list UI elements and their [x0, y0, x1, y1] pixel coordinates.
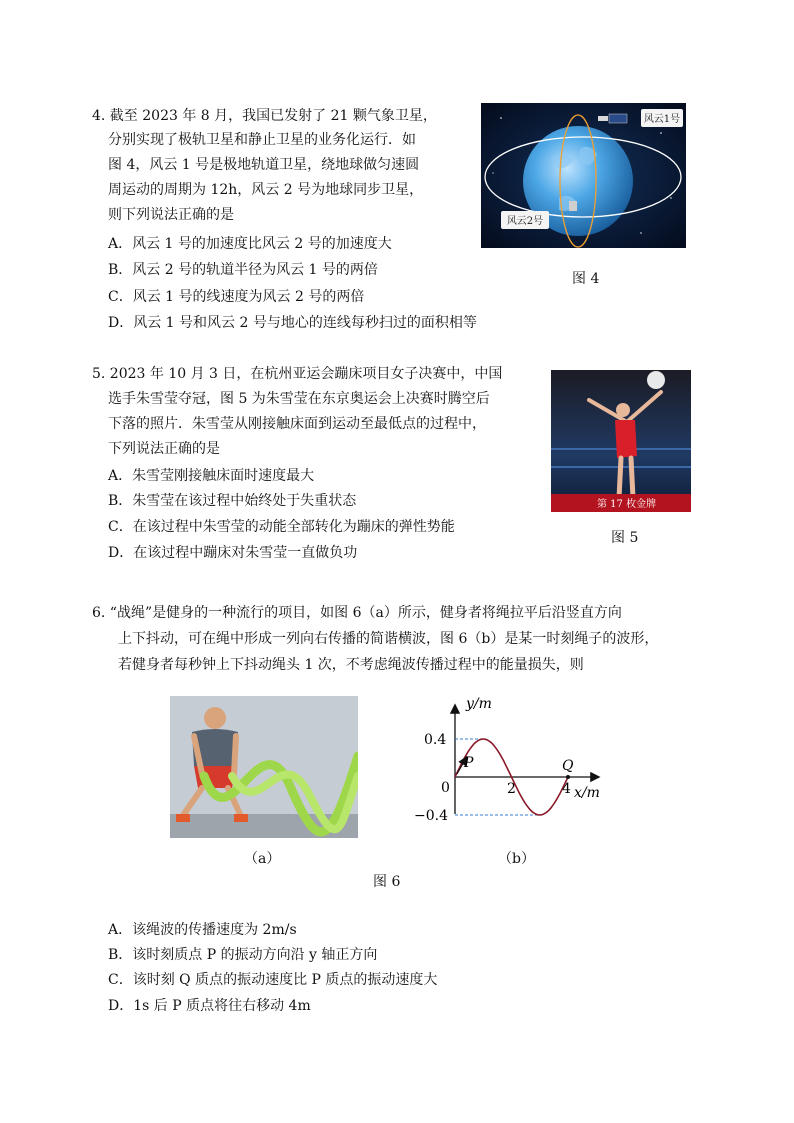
- satellite-1-icon: [598, 116, 608, 121]
- battle-rope-photo: [170, 696, 358, 838]
- q5-option-a: A．朱雪莹刚接触床面时速度最大: [108, 468, 315, 484]
- sat2-label: 风云2号: [506, 216, 544, 227]
- medal-banner: 第 17 枚金牌: [597, 499, 657, 510]
- q4-stem-line-4: 周运动的周期为 12h，风云 2 号为地球同步卫星，: [108, 182, 424, 198]
- q4-option-a: A．风云 1 号的加速度比风云 2 号的加速度大: [108, 236, 392, 252]
- q6-option-a: A．该绳波的传播速度为 2m/s: [108, 922, 297, 938]
- satellite-2-icon: [569, 201, 577, 211]
- x-tick-4: 4: [562, 781, 571, 797]
- q5-stem-line-2: 选手朱雪莹夺冠，图 5 为朱雪莹在东京奥运会上决赛时腾空后: [108, 391, 490, 407]
- q4-option-c: C．风云 1 号的线速度为风云 2 号的两倍: [108, 289, 365, 305]
- figure-6a-label: （a）: [244, 851, 281, 867]
- origin-label: 0: [441, 780, 450, 796]
- satellite-orbit-figure: [481, 103, 686, 248]
- q4-stem-line-2: 分别实现了极轨卫星和静止卫星的业务化运行．如: [108, 132, 416, 148]
- figure-6-caption: 图 6: [373, 874, 401, 890]
- y-tick-top: 0.4: [424, 732, 447, 748]
- q5-stem-line-3: 下落的照片．朱雪莹从刚接触床面到运动至最低点的过程中，: [108, 416, 486, 432]
- wave-graph: [410, 696, 620, 836]
- trampoline-photo: [551, 370, 691, 512]
- point-q-dot: [566, 775, 570, 779]
- y-tick-bottom: −0.4: [414, 808, 448, 824]
- q4-option-b: B．风云 2 号的轨道半径为风云 1 号的两倍: [108, 262, 378, 278]
- q4-stem-line-5: 则下列说法正确的是: [108, 207, 234, 223]
- q5-stem-line-4: 下列说法正确的是: [108, 441, 220, 457]
- sat1-label: 风云1号: [643, 114, 681, 125]
- q4-stem-line-1: 4. 截至 2023 年 8 月，我国已发射了 21 颗气象卫星，: [92, 108, 437, 124]
- q6-stem-line-3: 若健身者每秒钟上下抖动绳头 1 次，不考虑绳波传播过程中的能量损失，则: [118, 657, 584, 673]
- figure-6b-label: （b）: [498, 851, 535, 867]
- point-p-label: P: [464, 755, 474, 771]
- q4-option-d: D．风云 1 号和风云 2 号与地心的连线每秒扫过的面积相等: [108, 315, 477, 331]
- q6-stem-line-1: 6. “战绳”是健身的一种流行的项目，如图 6（a）所示，健身者将绳拉平后沿竖直方向: [92, 605, 622, 621]
- q6-stem-line-2: 上下抖动，可在绳中形成一列向右传播的简谐横波，图 6（b）是某一时刻绳子的波形，: [118, 631, 659, 647]
- x-tick-2: 2: [507, 781, 516, 797]
- x-axis-label: x/m: [574, 785, 600, 801]
- y-axis-label: y/m: [466, 696, 492, 712]
- q5-option-c: C．在该过程中朱雪莹的动能全部转化为蹦床的弹性势能: [108, 519, 455, 535]
- q6-option-d: D．1s 后 P 质点将往右移动 4m: [108, 998, 311, 1014]
- q4-stem-line-3: 图 4，风云 1 号是极地轨道卫星，绕地球做匀速圆: [108, 157, 420, 173]
- q5-stem-line-1: 5. 2023 年 10 月 3 日，在杭州亚运会蹦床项目女子决赛中，中国: [92, 366, 503, 382]
- q6-option-b: B．该时刻质点 P 的振动方向沿 y 轴正方向: [108, 947, 378, 963]
- point-q-label: Q: [562, 758, 574, 774]
- q5-option-d: D．在该过程中蹦床对朱雪莹一直做负功: [108, 545, 358, 561]
- figure-5-caption: 图 5: [611, 530, 639, 546]
- q6-option-c: C．该时刻 Q 质点的振动速度比 P 质点的振动速度大: [108, 972, 438, 988]
- q5-option-b: B．朱雪莹在该过程中始终处于失重状态: [108, 493, 357, 509]
- figure-4-caption: 图 4: [572, 271, 600, 287]
